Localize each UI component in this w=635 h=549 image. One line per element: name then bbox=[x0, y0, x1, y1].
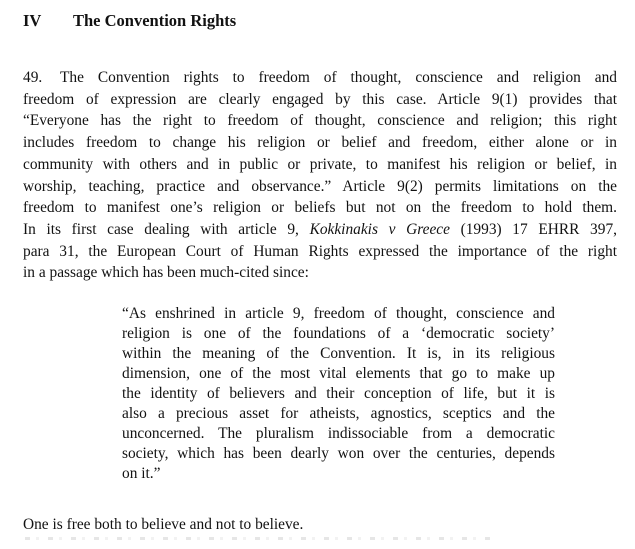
text-line: freedom to manifest one’s religion or beliefs but not on the freedom to hold them. bbox=[23, 199, 617, 217]
paragraph-49 bbox=[23, 67, 617, 284]
section-heading bbox=[23, 11, 236, 31]
closing-line: One is free both to believe and not to believe. bbox=[23, 516, 304, 533]
text-line: the identity of believers and their conception of life, but it is bbox=[122, 385, 555, 402]
text-line: within the meaning of the Convention. It is, in its religious bbox=[122, 345, 555, 362]
case-citation-italic: Kokkinakis v Greece bbox=[309, 220, 450, 238]
block-quote-lines bbox=[122, 304, 555, 484]
text-line: includes freedom to change his religion or belief and freedom, either alone or in bbox=[23, 134, 617, 152]
text-line: “As enshrined in article 9, freedom of thought, conscience and bbox=[122, 305, 555, 322]
text-line: dimension, one of the most vital elements that go to make up bbox=[122, 365, 555, 382]
text-line: unconcerned. The pluralism indissociable from a democratic bbox=[122, 425, 555, 442]
text-line: religion is one of the foundations of a ‘democratic society’ bbox=[122, 325, 555, 342]
text-line: para 31, the European Court of Human Rights expressed the importance of the right bbox=[23, 242, 617, 260]
text-line: on it.” bbox=[122, 465, 161, 482]
clipped-text-remnant bbox=[25, 537, 490, 540]
section-title: The Convention Rights bbox=[73, 11, 237, 30]
text-line: worship, teaching, practice and observance.” Article 9(2) permits limitations on the bbox=[23, 177, 617, 195]
text-line: “Everyone has the right to freedom of thought, conscience and religion; this right bbox=[23, 112, 617, 130]
text-line: freedom of expression are clearly engaged by this case. Article 9(1) provides that bbox=[23, 90, 617, 108]
paragraph-number: 49. bbox=[23, 69, 43, 86]
paragraph-49-lines bbox=[23, 67, 617, 284]
section-number: IV bbox=[23, 11, 42, 30]
text-line: In its first case dealing with article 9, Kokkinakis v Greece (1993) 17 EHRR 397, bbox=[23, 220, 617, 238]
text-line: society, which has been dearly won over the centuries, depends bbox=[122, 445, 555, 462]
text-line: The Convention rights to freedom of thought, conscience and religion and bbox=[60, 69, 617, 86]
text-line: also a precious asset for atheists, agnostics, sceptics and the bbox=[122, 405, 555, 422]
block-quote bbox=[122, 304, 555, 484]
text-line: community with others and in public or private, to manifest his religion or belief, in bbox=[23, 155, 617, 173]
text-line: in a passage which has been much-cited since: bbox=[23, 264, 309, 282]
